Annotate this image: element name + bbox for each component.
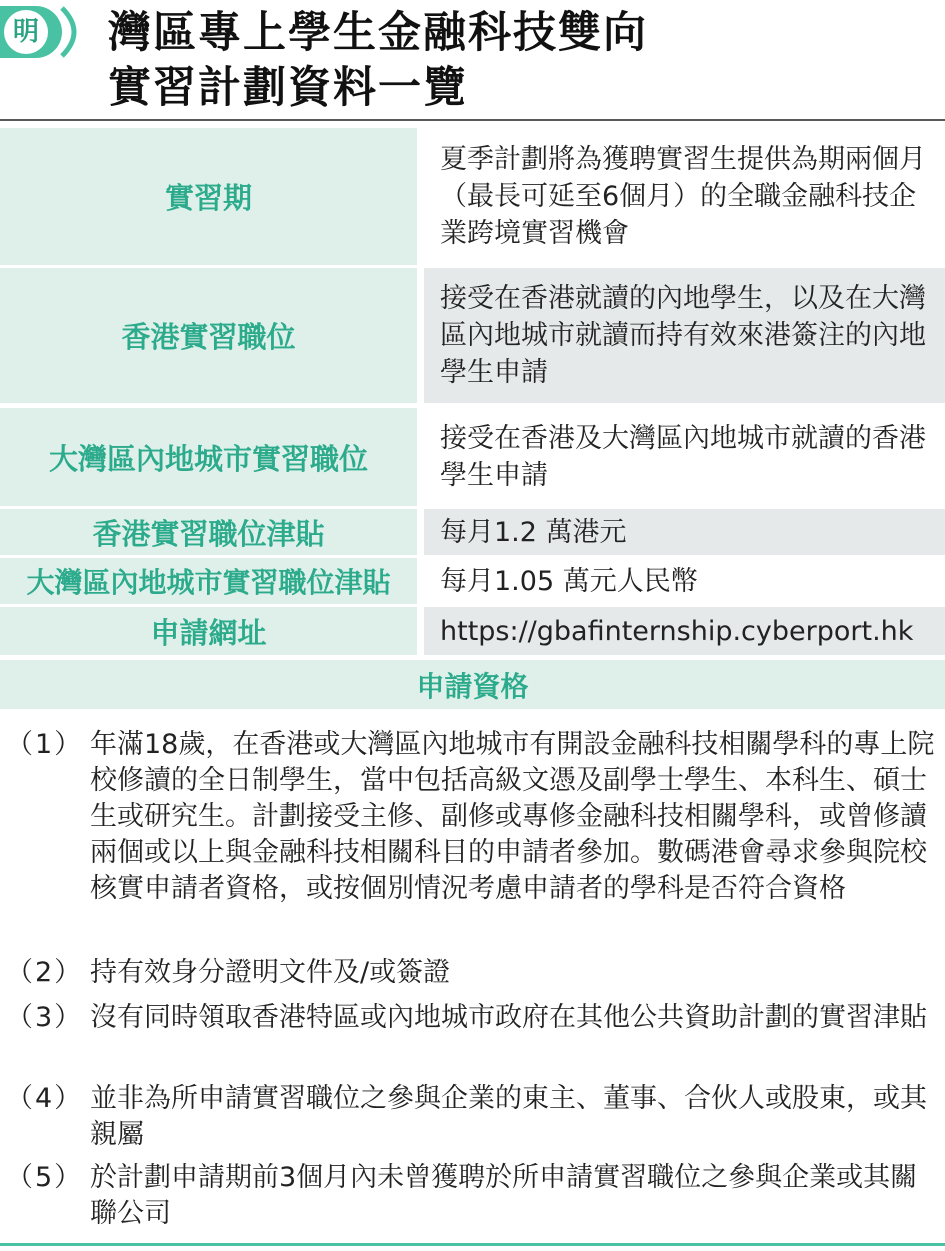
application-url[interactable]: https://gbafinternship.cyberport.hk — [440, 615, 914, 647]
page-title-line-2: 實習計劃資料一覽 — [108, 63, 468, 113]
list-item-number: （3） — [6, 1002, 84, 1033]
table-value: 每月1.05 萬元人民幣 — [440, 565, 698, 597]
page-title-line-1: 灣區專上學生金融科技雙向 — [108, 8, 648, 58]
header — [0, 0, 945, 118]
table-value: 接受在香港就讀的內地學生，以及在大灣區內地城市就讀而持有效來港簽注的內地學生申請 — [424, 268, 945, 403]
table-label: 香港實習職位津貼 — [0, 509, 417, 555]
table-label: 大灣區內地城市實習職位津貼 — [0, 558, 417, 604]
table-value: 每月1.2 萬港元 — [424, 509, 945, 555]
page-title — [108, 6, 928, 116]
table-row — [0, 408, 945, 506]
table-row — [0, 268, 945, 403]
table-value: 接受在香港及大灣區內地城市就讀的香港學生申請 — [440, 423, 926, 491]
table-label: 申請網址 — [0, 607, 417, 655]
table-value: 夏季計劃將為獲聘實習生提供為期兩個月（最長可延至6個月）的全職金融科技企業跨境實習機會 — [440, 144, 926, 249]
bottom-divider — [0, 1243, 945, 1246]
table-row — [0, 558, 945, 604]
table-row — [0, 128, 945, 265]
table-value — [424, 607, 945, 655]
table-row — [0, 509, 945, 555]
eligibility-heading: 申請資格 — [0, 660, 945, 709]
list-item-text: 沒有同時領取香港特區或內地城市政府在其他公共資助計劃的實習津貼 — [90, 1002, 927, 1033]
list-item-text: 於計劃申請期前3個月內未曾獲聘於所申請實習職位之參與企業或其關聯公司 — [90, 1162, 918, 1229]
list-item-text: 年滿18歲，在香港或大灣區內地城市有開設金融科技相關學科的專上院校修讀的全日制學生，當中包括高級文憑及副學士學生、本科生、碩士生或研究生。計劃接受主修、副修或專修金融科技相關學科，或曾修讀兩個或以上與金融科技相關科目的申請者參加。數碼港會尋求參與院校核實申請者資格，或按個別情況考慮申請者的學科是否符合資格 — [90, 729, 935, 904]
masthead-badge — [0, 6, 62, 58]
list-item-number: （1） — [6, 729, 84, 760]
badge-arc-icon — [60, 4, 90, 60]
table-label: 實習期 — [0, 128, 417, 265]
table-label: 大灣區內地城市實習職位 — [0, 408, 417, 506]
list-item-number: （5） — [6, 1162, 84, 1193]
list-item-text: 並非為所申請實習職位之參與企業的東主、董事、合伙人或股東，或其親屬 — [90, 1083, 927, 1150]
table-row — [0, 607, 945, 655]
masthead-badge-icon: 明 — [4, 10, 48, 54]
list-item-text: 持有效身分證明文件及/或簽證 — [90, 957, 451, 988]
list-item-number: （4） — [6, 1083, 84, 1114]
table-label: 香港實習職位 — [0, 268, 417, 403]
list-item-number: （2） — [6, 957, 84, 988]
title-divider — [0, 119, 945, 121]
